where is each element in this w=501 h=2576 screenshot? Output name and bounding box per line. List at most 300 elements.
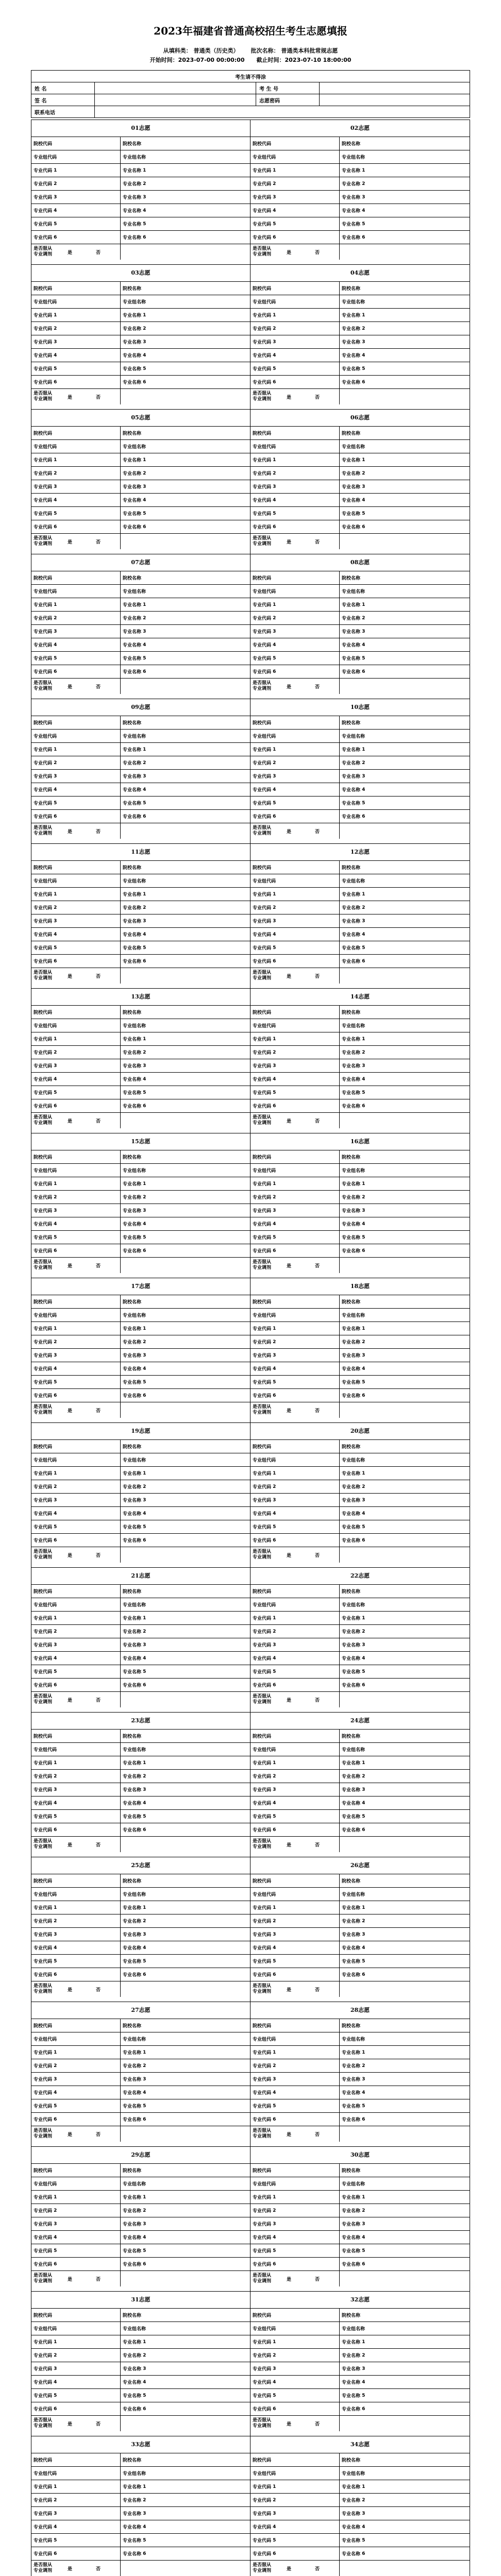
row-label-right[interactable] bbox=[121, 1059, 250, 1072]
row-label-left[interactable] bbox=[250, 1032, 340, 1045]
row-label-right[interactable] bbox=[121, 177, 250, 190]
row-label-right[interactable] bbox=[121, 888, 250, 901]
row-label-right[interactable] bbox=[340, 1810, 470, 1823]
row-label-right[interactable] bbox=[121, 2019, 250, 2032]
adjust-no[interactable]: 否 bbox=[96, 2277, 101, 2282]
row-label-left[interactable] bbox=[31, 1955, 121, 1968]
row-label-left[interactable] bbox=[250, 1191, 340, 1204]
row-label-right[interactable] bbox=[340, 638, 470, 651]
row-label-left[interactable] bbox=[31, 177, 121, 190]
row-label-left[interactable] bbox=[250, 1204, 340, 1217]
row-label-right[interactable] bbox=[340, 1823, 470, 1836]
row-label-right[interactable] bbox=[121, 1231, 250, 1244]
row-label-left[interactable] bbox=[250, 743, 340, 756]
row-label-right[interactable] bbox=[340, 1006, 470, 1019]
row-label-left[interactable] bbox=[31, 796, 121, 809]
row-label-right[interactable] bbox=[340, 625, 470, 638]
row-label-left[interactable] bbox=[31, 2376, 121, 2388]
row-label-right[interactable] bbox=[340, 362, 470, 375]
row-label-left[interactable] bbox=[250, 1086, 340, 1099]
row-label-right[interactable] bbox=[121, 2453, 250, 2466]
row-label-left[interactable] bbox=[31, 1335, 121, 1348]
row-label-left[interactable] bbox=[250, 2019, 340, 2032]
adjust-no[interactable]: 否 bbox=[96, 1842, 101, 1848]
row-label-left[interactable] bbox=[250, 2520, 340, 2533]
row-label-left[interactable] bbox=[31, 520, 121, 533]
row-label-right[interactable] bbox=[340, 1770, 470, 1783]
adjust-yes[interactable]: 是 bbox=[68, 684, 73, 690]
row-label-right[interactable] bbox=[340, 322, 470, 335]
row-label-right[interactable] bbox=[121, 2494, 250, 2506]
row-label-right[interactable] bbox=[121, 1797, 250, 1809]
adjust-yes[interactable]: 是 bbox=[68, 2132, 73, 2138]
row-label-right[interactable] bbox=[340, 1019, 470, 1032]
row-label-right[interactable] bbox=[340, 861, 470, 874]
row-label-right[interactable] bbox=[340, 955, 470, 968]
row-label-right[interactable] bbox=[121, 2177, 250, 2190]
row-label-right[interactable] bbox=[340, 2520, 470, 2533]
row-label-left[interactable] bbox=[31, 2309, 121, 2321]
row-label-right[interactable] bbox=[340, 2389, 470, 2402]
row-label-right[interactable] bbox=[340, 1625, 470, 1638]
row-label-right[interactable] bbox=[340, 612, 470, 624]
row-label-left[interactable] bbox=[250, 295, 340, 308]
row-label-left[interactable] bbox=[31, 571, 121, 584]
row-label-right[interactable] bbox=[121, 652, 250, 665]
adjust-no[interactable]: 否 bbox=[315, 1553, 320, 1558]
row-label-right[interactable] bbox=[121, 796, 250, 809]
row-label-right[interactable] bbox=[340, 2046, 470, 2059]
row-label-right[interactable] bbox=[121, 1032, 250, 1045]
row-label-left[interactable] bbox=[250, 2547, 340, 2560]
row-label-right[interactable] bbox=[121, 585, 250, 598]
row-label-left[interactable] bbox=[250, 2258, 340, 2270]
adjust-no[interactable]: 否 bbox=[315, 395, 320, 400]
row-label-right[interactable] bbox=[340, 2376, 470, 2388]
row-label-left[interactable] bbox=[31, 2231, 121, 2244]
row-label-left[interactable] bbox=[250, 1494, 340, 1506]
row-label-right[interactable] bbox=[121, 1955, 250, 1968]
row-label-right[interactable] bbox=[340, 1652, 470, 1665]
row-label-right[interactable] bbox=[340, 1598, 470, 1611]
row-label-left[interactable] bbox=[31, 2164, 121, 2177]
row-label-left[interactable] bbox=[31, 1941, 121, 1954]
row-label-left[interactable] bbox=[250, 941, 340, 954]
row-label-left[interactable] bbox=[250, 2177, 340, 2190]
row-label-left[interactable] bbox=[31, 1823, 121, 1836]
row-label-left[interactable] bbox=[250, 1955, 340, 1968]
row-label-left[interactable] bbox=[250, 783, 340, 796]
row-label-left[interactable] bbox=[250, 2389, 340, 2402]
row-label-left[interactable] bbox=[250, 164, 340, 177]
row-label-left[interactable] bbox=[250, 2046, 340, 2059]
adjust-no[interactable]: 否 bbox=[315, 250, 320, 256]
row-label-right[interactable] bbox=[121, 494, 250, 506]
row-label-left[interactable] bbox=[31, 1743, 121, 1756]
row-label-right[interactable] bbox=[340, 1928, 470, 1941]
row-label-left[interactable] bbox=[250, 2335, 340, 2348]
row-label-right[interactable] bbox=[121, 1941, 250, 1954]
row-label-left[interactable] bbox=[31, 716, 121, 729]
row-label-right[interactable] bbox=[340, 914, 470, 927]
row-label-right[interactable] bbox=[340, 810, 470, 823]
row-label-left[interactable] bbox=[31, 1191, 121, 1204]
row-label-right[interactable] bbox=[121, 874, 250, 887]
row-label-right[interactable] bbox=[340, 2258, 470, 2270]
adjust-yes[interactable]: 是 bbox=[68, 1263, 73, 1269]
row-label-left[interactable] bbox=[250, 204, 340, 217]
password-field[interactable] bbox=[320, 94, 470, 106]
row-label-left[interactable] bbox=[250, 1507, 340, 1520]
row-label-right[interactable] bbox=[121, 1901, 250, 1914]
row-label-left[interactable] bbox=[31, 665, 121, 678]
row-label-left[interactable] bbox=[250, 2059, 340, 2072]
row-label-right[interactable] bbox=[121, 1638, 250, 1651]
row-label-left[interactable] bbox=[31, 1494, 121, 1506]
row-label-left[interactable] bbox=[31, 598, 121, 611]
adjust-yes[interactable]: 是 bbox=[68, 2277, 73, 2282]
row-label-right[interactable] bbox=[121, 1823, 250, 1836]
row-label-left[interactable] bbox=[250, 716, 340, 729]
row-label-right[interactable] bbox=[340, 901, 470, 914]
row-label-left[interactable] bbox=[31, 2520, 121, 2533]
row-label-right[interactable] bbox=[340, 335, 470, 348]
adjust-yes[interactable]: 是 bbox=[68, 250, 73, 256]
row-label-left[interactable] bbox=[31, 2046, 121, 2059]
row-label-left[interactable] bbox=[250, 928, 340, 941]
row-label-right[interactable] bbox=[340, 507, 470, 520]
row-label-right[interactable] bbox=[121, 2376, 250, 2388]
adjust-no[interactable]: 否 bbox=[96, 1987, 101, 1993]
adjust-yes[interactable]: 是 bbox=[68, 539, 73, 545]
row-label-right[interactable] bbox=[340, 2217, 470, 2230]
row-label-right[interactable] bbox=[340, 1941, 470, 1954]
row-label-right[interactable] bbox=[340, 2073, 470, 2086]
row-label-left[interactable] bbox=[31, 1295, 121, 1308]
adjust-no[interactable]: 否 bbox=[315, 974, 320, 979]
row-label-left[interactable] bbox=[31, 322, 121, 335]
row-label-right[interactable] bbox=[340, 1099, 470, 1112]
row-label-left[interactable] bbox=[31, 1652, 121, 1665]
row-label-left[interactable] bbox=[250, 440, 340, 453]
row-label-right[interactable] bbox=[121, 231, 250, 244]
row-label-right[interactable] bbox=[340, 928, 470, 941]
adjust-yes[interactable]: 是 bbox=[68, 2566, 73, 2572]
row-label-left[interactable] bbox=[250, 861, 340, 874]
row-label-right[interactable] bbox=[340, 756, 470, 769]
row-label-left[interactable] bbox=[250, 282, 340, 295]
row-label-right[interactable] bbox=[121, 928, 250, 941]
row-label-left[interactable] bbox=[31, 1204, 121, 1217]
row-label-left[interactable] bbox=[250, 874, 340, 887]
row-label-right[interactable] bbox=[340, 137, 470, 150]
row-label-right[interactable] bbox=[340, 1480, 470, 1493]
row-label-left[interactable] bbox=[31, 1440, 121, 1453]
row-label-right[interactable] bbox=[340, 2204, 470, 2217]
row-label-left[interactable] bbox=[31, 150, 121, 163]
row-label-right[interactable] bbox=[340, 427, 470, 439]
row-label-right[interactable] bbox=[121, 1743, 250, 1756]
row-label-left[interactable] bbox=[250, 427, 340, 439]
row-label-left[interactable] bbox=[250, 1783, 340, 1796]
row-label-right[interactable] bbox=[340, 2309, 470, 2321]
adjust-yes[interactable]: 是 bbox=[287, 2566, 292, 2572]
row-label-right[interactable] bbox=[340, 743, 470, 756]
row-label-right[interactable] bbox=[121, 1888, 250, 1901]
row-label-left[interactable] bbox=[250, 2217, 340, 2230]
row-label-left[interactable] bbox=[250, 137, 340, 150]
row-label-left[interactable] bbox=[250, 1349, 340, 1362]
row-label-left[interactable] bbox=[250, 914, 340, 927]
adjust-yes[interactable]: 是 bbox=[68, 1698, 73, 1703]
row-label-left[interactable] bbox=[31, 2073, 121, 2086]
row-label-left[interactable] bbox=[250, 2204, 340, 2217]
row-label-left[interactable] bbox=[250, 571, 340, 584]
row-label-left[interactable] bbox=[250, 888, 340, 901]
row-label-left[interactable] bbox=[31, 2547, 121, 2560]
row-label-left[interactable] bbox=[31, 1507, 121, 1520]
row-label-right[interactable] bbox=[121, 1244, 250, 1257]
row-label-left[interactable] bbox=[250, 1295, 340, 1308]
row-label-right[interactable] bbox=[121, 2217, 250, 2230]
row-label-right[interactable] bbox=[121, 427, 250, 439]
row-label-left[interactable] bbox=[250, 507, 340, 520]
row-label-right[interactable] bbox=[121, 1006, 250, 1019]
row-label-left[interactable] bbox=[250, 2164, 340, 2177]
row-label-left[interactable] bbox=[31, 164, 121, 177]
row-label-left[interactable] bbox=[250, 1534, 340, 1547]
row-label-left[interactable] bbox=[250, 1874, 340, 1887]
row-label-right[interactable] bbox=[340, 730, 470, 742]
row-label-left[interactable] bbox=[31, 1019, 121, 1032]
row-label-right[interactable] bbox=[121, 1309, 250, 1321]
row-label-left[interactable] bbox=[250, 2362, 340, 2375]
row-label-right[interactable] bbox=[121, 309, 250, 321]
row-label-left[interactable] bbox=[250, 335, 340, 348]
row-label-left[interactable] bbox=[250, 1006, 340, 1019]
row-label-right[interactable] bbox=[340, 177, 470, 190]
adjust-yes[interactable]: 是 bbox=[287, 1118, 292, 1124]
row-label-right[interactable] bbox=[340, 1335, 470, 1348]
row-label-right[interactable] bbox=[340, 1756, 470, 1769]
row-label-right[interactable] bbox=[340, 1874, 470, 1887]
row-label-left[interactable] bbox=[250, 1019, 340, 1032]
row-label-left[interactable] bbox=[31, 585, 121, 598]
row-label-left[interactable] bbox=[31, 2217, 121, 2230]
row-label-left[interactable] bbox=[31, 507, 121, 520]
row-label-right[interactable] bbox=[340, 1968, 470, 1981]
adjust-no[interactable]: 否 bbox=[315, 1698, 320, 1703]
row-label-left[interactable] bbox=[250, 2073, 340, 2086]
row-label-left[interactable] bbox=[31, 204, 121, 217]
row-label-right[interactable] bbox=[121, 2349, 250, 2362]
row-label-left[interactable] bbox=[250, 1665, 340, 1678]
row-label-left[interactable] bbox=[31, 362, 121, 375]
row-label-left[interactable] bbox=[31, 955, 121, 968]
row-label-left[interactable] bbox=[250, 1099, 340, 1112]
row-label-right[interactable] bbox=[121, 2113, 250, 2126]
row-label-left[interactable] bbox=[31, 1349, 121, 1362]
row-label-left[interactable] bbox=[31, 427, 121, 439]
row-label-right[interactable] bbox=[121, 1810, 250, 1823]
row-label-right[interactable] bbox=[121, 150, 250, 163]
row-label-right[interactable] bbox=[121, 1585, 250, 1598]
row-label-left[interactable] bbox=[250, 1901, 340, 1914]
row-label-left[interactable] bbox=[31, 2204, 121, 2217]
adjust-yes[interactable]: 是 bbox=[287, 974, 292, 979]
row-label-left[interactable] bbox=[31, 1099, 121, 1112]
row-label-right[interactable] bbox=[121, 1914, 250, 1927]
row-label-left[interactable] bbox=[31, 2349, 121, 2362]
row-label-right[interactable] bbox=[121, 204, 250, 217]
row-label-left[interactable] bbox=[31, 810, 121, 823]
row-label-left[interactable] bbox=[31, 2402, 121, 2415]
row-label-left[interactable] bbox=[250, 1652, 340, 1665]
row-label-right[interactable] bbox=[121, 1756, 250, 1769]
adjust-yes[interactable]: 是 bbox=[287, 2277, 292, 2282]
row-label-left[interactable] bbox=[31, 2322, 121, 2335]
row-label-right[interactable] bbox=[340, 1349, 470, 1362]
row-label-right[interactable] bbox=[340, 1901, 470, 1914]
row-label-right[interactable] bbox=[340, 2467, 470, 2480]
row-label-right[interactable] bbox=[121, 1204, 250, 1217]
row-label-right[interactable] bbox=[340, 2534, 470, 2547]
row-label-left[interactable] bbox=[250, 1928, 340, 1941]
adjust-yes[interactable]: 是 bbox=[287, 1553, 292, 1558]
adjust-yes[interactable]: 是 bbox=[68, 974, 73, 979]
row-label-right[interactable] bbox=[340, 1797, 470, 1809]
row-label-right[interactable] bbox=[340, 1783, 470, 1796]
row-label-right[interactable] bbox=[340, 1295, 470, 1308]
row-label-left[interactable] bbox=[31, 2019, 121, 2032]
row-label-left[interactable] bbox=[31, 1810, 121, 1823]
adjust-yes[interactable]: 是 bbox=[68, 1553, 73, 1558]
row-label-right[interactable] bbox=[340, 1467, 470, 1480]
row-label-left[interactable] bbox=[31, 1968, 121, 1981]
row-label-left[interactable] bbox=[31, 1006, 121, 1019]
row-label-left[interactable] bbox=[31, 1797, 121, 1809]
row-label-left[interactable] bbox=[250, 2467, 340, 2480]
row-label-right[interactable] bbox=[121, 1598, 250, 1611]
row-label-left[interactable] bbox=[31, 1679, 121, 1691]
row-label-right[interactable] bbox=[340, 1362, 470, 1375]
adjust-no[interactable]: 否 bbox=[96, 1118, 101, 1124]
row-label-right[interactable] bbox=[340, 204, 470, 217]
row-label-right[interactable] bbox=[340, 1507, 470, 1520]
row-label-right[interactable] bbox=[121, 1376, 250, 1388]
row-label-right[interactable] bbox=[340, 2099, 470, 2112]
row-label-left[interactable] bbox=[250, 625, 340, 638]
row-label-left[interactable] bbox=[31, 1032, 121, 1045]
row-label-right[interactable] bbox=[121, 1335, 250, 1348]
row-label-left[interactable] bbox=[250, 1598, 340, 1611]
row-label-left[interactable] bbox=[31, 612, 121, 624]
row-label-left[interactable] bbox=[250, 2376, 340, 2388]
row-label-right[interactable] bbox=[121, 2164, 250, 2177]
adjust-yes[interactable]: 是 bbox=[68, 395, 73, 400]
row-label-left[interactable] bbox=[250, 598, 340, 611]
row-label-right[interactable] bbox=[121, 716, 250, 729]
row-label-right[interactable] bbox=[121, 1099, 250, 1112]
row-label-right[interactable] bbox=[340, 453, 470, 466]
row-label-right[interactable] bbox=[121, 1612, 250, 1624]
row-label-right[interactable] bbox=[121, 1349, 250, 1362]
row-label-right[interactable] bbox=[121, 376, 250, 388]
row-label-left[interactable] bbox=[31, 1164, 121, 1177]
row-label-left[interactable] bbox=[31, 2362, 121, 2375]
row-label-left[interactable] bbox=[250, 1150, 340, 1163]
row-label-left[interactable] bbox=[31, 2059, 121, 2072]
row-label-right[interactable] bbox=[121, 217, 250, 230]
row-label-right[interactable] bbox=[121, 1783, 250, 1796]
row-label-left[interactable] bbox=[31, 730, 121, 742]
row-label-left[interactable] bbox=[250, 585, 340, 598]
row-label-right[interactable] bbox=[121, 2191, 250, 2204]
row-label-right[interactable] bbox=[121, 743, 250, 756]
row-label-right[interactable] bbox=[340, 1494, 470, 1506]
row-label-left[interactable] bbox=[250, 796, 340, 809]
row-label-left[interactable] bbox=[31, 1770, 121, 1783]
row-label-left[interactable] bbox=[31, 1231, 121, 1244]
adjust-no[interactable]: 否 bbox=[96, 539, 101, 545]
row-label-left[interactable] bbox=[31, 1888, 121, 1901]
row-label-left[interactable] bbox=[31, 1520, 121, 1533]
row-label-right[interactable] bbox=[121, 440, 250, 453]
row-label-left[interactable] bbox=[31, 2032, 121, 2045]
row-label-left[interactable] bbox=[31, 2494, 121, 2506]
row-label-left[interactable] bbox=[250, 2086, 340, 2099]
row-label-left[interactable] bbox=[31, 1376, 121, 1388]
row-label-right[interactable] bbox=[340, 652, 470, 665]
row-label-left[interactable] bbox=[250, 494, 340, 506]
row-label-right[interactable] bbox=[340, 494, 470, 506]
row-label-left[interactable] bbox=[250, 217, 340, 230]
row-label-right[interactable] bbox=[121, 2480, 250, 2493]
row-label-left[interactable] bbox=[250, 2494, 340, 2506]
row-label-left[interactable] bbox=[31, 1217, 121, 1230]
row-label-right[interactable] bbox=[121, 164, 250, 177]
row-label-left[interactable] bbox=[250, 1177, 340, 1190]
row-label-left[interactable] bbox=[31, 494, 121, 506]
row-label-right[interactable] bbox=[340, 1244, 470, 1257]
row-label-right[interactable] bbox=[340, 1914, 470, 1927]
row-label-right[interactable] bbox=[121, 2507, 250, 2520]
row-label-left[interactable] bbox=[250, 901, 340, 914]
row-label-left[interactable] bbox=[250, 652, 340, 665]
row-label-right[interactable] bbox=[340, 1309, 470, 1321]
row-label-right[interactable] bbox=[340, 1376, 470, 1388]
row-label-right[interactable] bbox=[121, 941, 250, 954]
row-label-right[interactable] bbox=[121, 1362, 250, 1375]
row-label-left[interactable] bbox=[250, 2402, 340, 2415]
row-label-right[interactable] bbox=[340, 2164, 470, 2177]
row-label-left[interactable] bbox=[31, 874, 121, 887]
adjust-no[interactable]: 否 bbox=[315, 684, 320, 690]
row-label-left[interactable] bbox=[250, 1376, 340, 1388]
adjust-no[interactable]: 否 bbox=[315, 1987, 320, 1993]
row-label-right[interactable] bbox=[121, 507, 250, 520]
adjust-yes[interactable]: 是 bbox=[68, 829, 73, 835]
row-label-left[interactable] bbox=[250, 955, 340, 968]
adjust-yes[interactable]: 是 bbox=[287, 2421, 292, 2427]
row-label-right[interactable] bbox=[121, 665, 250, 678]
row-label-left[interactable] bbox=[31, 1480, 121, 1493]
row-label-left[interactable] bbox=[250, 1797, 340, 1809]
adjust-yes[interactable]: 是 bbox=[68, 2421, 73, 2427]
row-label-right[interactable] bbox=[340, 1046, 470, 1059]
adjust-no[interactable]: 否 bbox=[315, 2132, 320, 2138]
row-label-right[interactable] bbox=[340, 1150, 470, 1163]
